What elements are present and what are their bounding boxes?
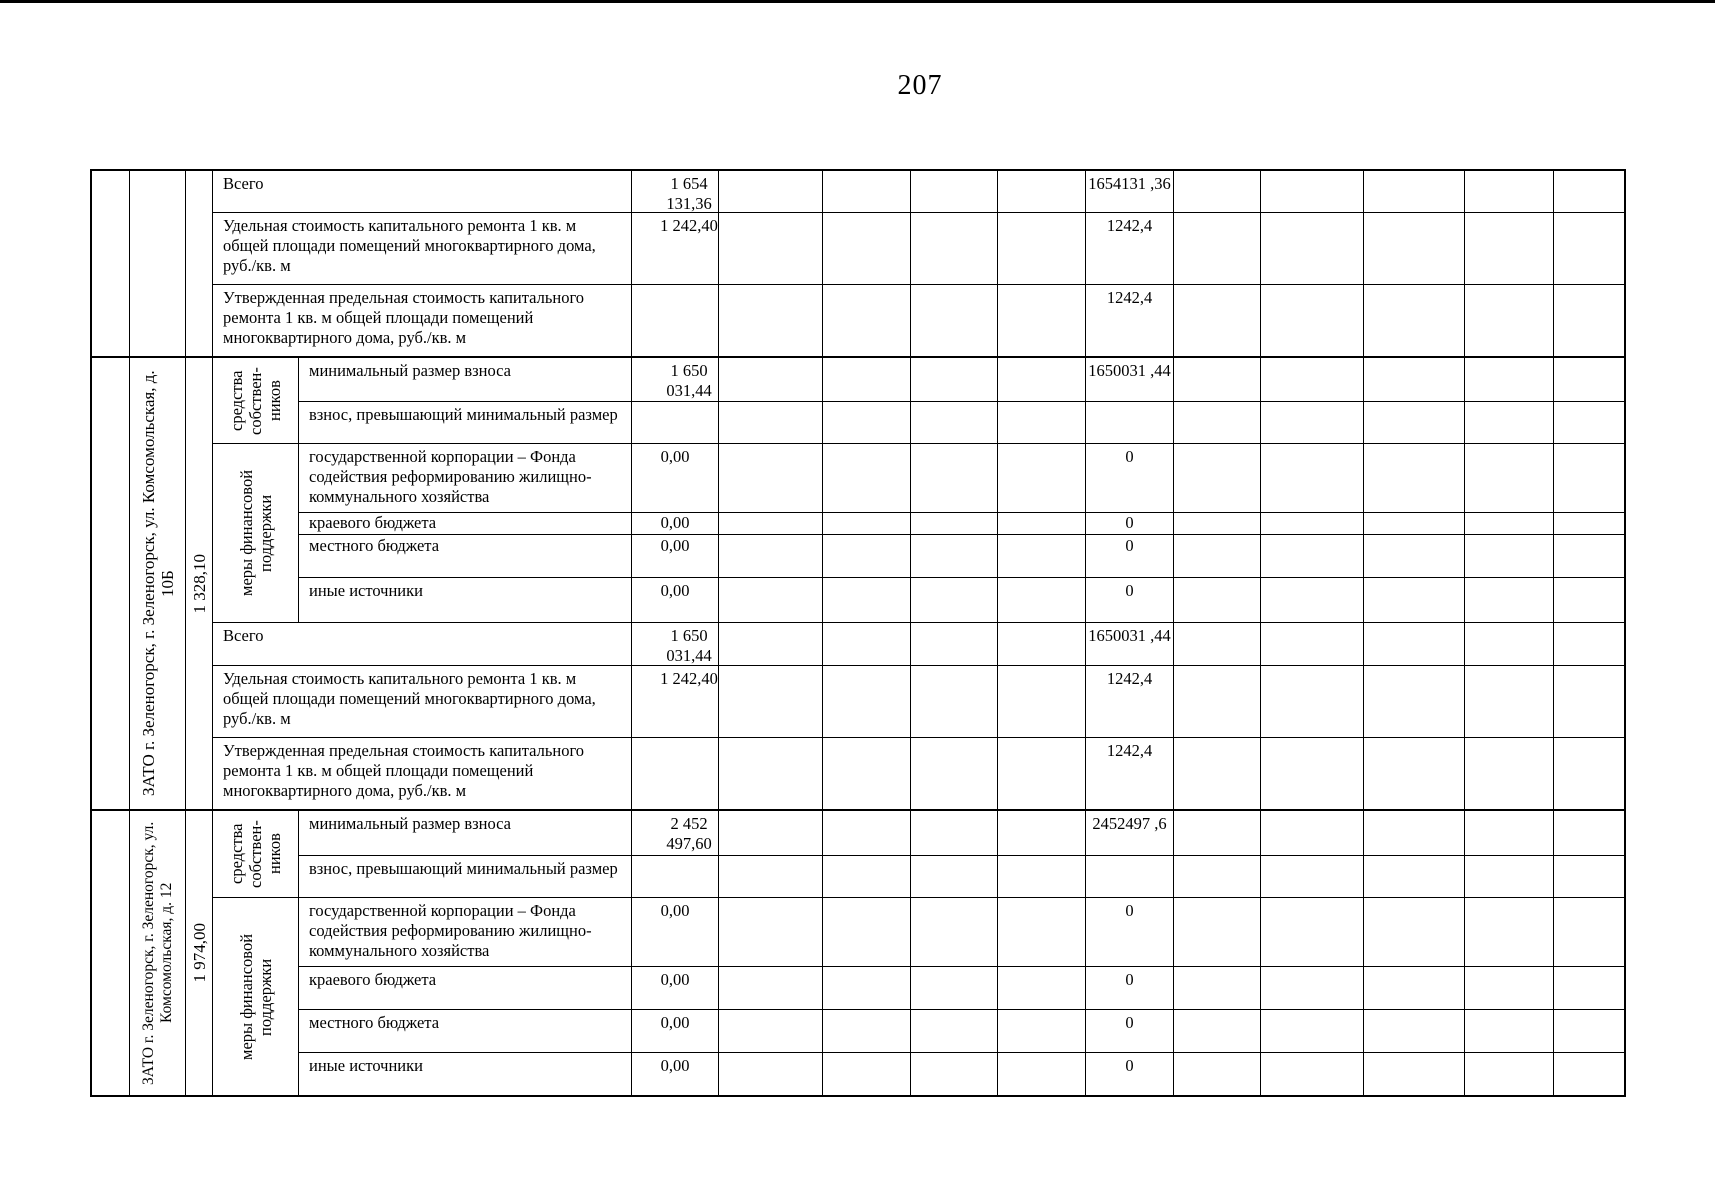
regional-budget-value-alt: 0 xyxy=(1125,970,1134,989)
rule xyxy=(90,1095,1625,1097)
regional-budget-value-alt: 0 xyxy=(1125,513,1134,532)
regional-budget-label: краевого бюджета xyxy=(309,970,437,989)
min-contribution-label: минимальный размер взноса xyxy=(309,361,512,380)
excess-contribution-label: взнос, превышающий минимальный размер xyxy=(309,859,618,878)
owners-funds-group xyxy=(213,358,298,443)
rule xyxy=(1553,169,1554,1097)
state-fund-value: 0,00 xyxy=(660,901,690,920)
house-address-text: ЗАТО г. Зеленогорск, г. Зеленогорск, ул. Комсомольская, д. 12 xyxy=(139,821,175,1085)
other-sources-label: иные источники xyxy=(309,581,423,600)
specific-cost-value-alt: 1242,4 xyxy=(1106,216,1153,235)
support-measures-label: меры финансовой поддержки xyxy=(236,469,275,597)
total-value: 1 650 031,44 xyxy=(666,626,712,665)
owners-funds-group xyxy=(213,811,298,897)
excess-contribution-label: взнос, превышающий минимальный размер xyxy=(309,405,618,424)
rule xyxy=(1260,169,1261,1097)
local-budget-value: 0,00 xyxy=(660,1013,690,1032)
other-sources-value: 0,00 xyxy=(660,1056,690,1075)
state-fund-value-alt: 0 xyxy=(1125,447,1134,466)
rule xyxy=(1624,169,1626,1097)
regional-budget-value: 0,00 xyxy=(660,513,690,532)
specific-cost-value: 1 242,40 xyxy=(660,669,718,688)
min-contribution-value-alt: 1650031 ,44 xyxy=(1088,361,1171,380)
other-sources-value: 0,00 xyxy=(660,581,690,600)
local-budget-value-alt: 0 xyxy=(1125,536,1134,555)
local-budget-label: местного бюджета xyxy=(309,536,440,555)
specific-cost-label: Удельная стоимость капитального ремонта 1 кв. м общей площади помещений многоквартирного дома, руб./кв. м xyxy=(223,669,596,728)
state-fund-value: 0,00 xyxy=(660,447,690,466)
min-contribution-value: 2 452 497,60 xyxy=(666,814,712,853)
approved-limit-label: Утвержденная предельная стоимость капитального ремонта 1 кв. м общей площади помещений многоквартирного дома, руб./кв. м xyxy=(223,741,585,800)
rule xyxy=(90,169,92,1097)
house-address xyxy=(130,358,185,809)
min-contribution-label: минимальный размер взноса xyxy=(309,814,512,833)
house-address xyxy=(130,811,185,1095)
rule xyxy=(1173,169,1174,1097)
local-budget-value-alt: 0 xyxy=(1125,1013,1134,1032)
other-sources-label: иные источники xyxy=(309,1056,423,1075)
total-value-alt: 1654131 ,36 xyxy=(1088,174,1171,193)
total-value-alt: 1650031 ,44 xyxy=(1088,626,1171,645)
min-contribution-value: 1 650 031,44 xyxy=(666,361,712,400)
approved-limit-label: Утвержденная предельная стоимость капитального ремонта 1 кв. м общей площади помещений многоквартирного дома, руб./кв. м xyxy=(223,288,585,347)
total-label: Всего xyxy=(223,174,264,193)
house-area xyxy=(186,358,212,809)
rule xyxy=(822,169,823,1097)
other-sources-value-alt: 0 xyxy=(1125,581,1134,600)
local-budget-value: 0,00 xyxy=(660,536,690,555)
support-measures-label: меры финансовой поддержки xyxy=(236,933,275,1060)
page-number: 207 xyxy=(897,70,943,101)
specific-cost-value-alt: 1242,4 xyxy=(1106,669,1153,688)
rule xyxy=(910,169,911,1097)
specific-cost-value: 1 242,40 xyxy=(660,216,718,235)
state-fund-label: государственной корпорации – Фонда содействия реформированию жилищно-коммунального хозяйства xyxy=(309,447,592,506)
house-address-text: ЗАТО г. Зеленогорск, г. Зеленогорск, ул. Комсомольская, д. 10Б xyxy=(138,370,177,797)
rule xyxy=(1363,169,1364,1097)
rule xyxy=(997,169,998,1097)
state-fund-label: государственной корпорации – Фонда содействия реформированию жилищно-коммунального хозяйства xyxy=(309,901,592,960)
house-area-text: 1 328,10 xyxy=(189,553,209,614)
regional-budget-value: 0,00 xyxy=(660,970,690,989)
min-contribution-value-alt: 2452497 ,6 xyxy=(1092,814,1167,833)
other-sources-value-alt: 0 xyxy=(1125,1056,1134,1075)
owners-funds-label: средства собствен- ников xyxy=(227,366,284,435)
house-area-text: 1 974,00 xyxy=(189,923,209,983)
local-budget-label: местного бюджета xyxy=(309,1013,440,1032)
rule xyxy=(1464,169,1465,1097)
support-measures-group xyxy=(213,898,298,1095)
specific-cost-label: Удельная стоимость капитального ремонта 1 кв. м общей площади помещений многоквартирного дома, руб./кв. м xyxy=(223,216,596,275)
approved-limit-value-alt: 1242,4 xyxy=(1106,288,1153,307)
regional-budget-label: краевого бюджета xyxy=(309,513,437,532)
rule xyxy=(718,169,719,1097)
state-fund-value-alt: 0 xyxy=(1125,901,1134,920)
approved-limit-value-alt: 1242,4 xyxy=(1106,741,1153,760)
total-label: Всего xyxy=(223,626,264,645)
house-area xyxy=(186,811,212,1095)
total-value: 1 654 131,36 xyxy=(666,174,712,212)
owners-funds-label: средства собствен- ников xyxy=(227,820,284,888)
support-measures-group xyxy=(213,444,298,622)
